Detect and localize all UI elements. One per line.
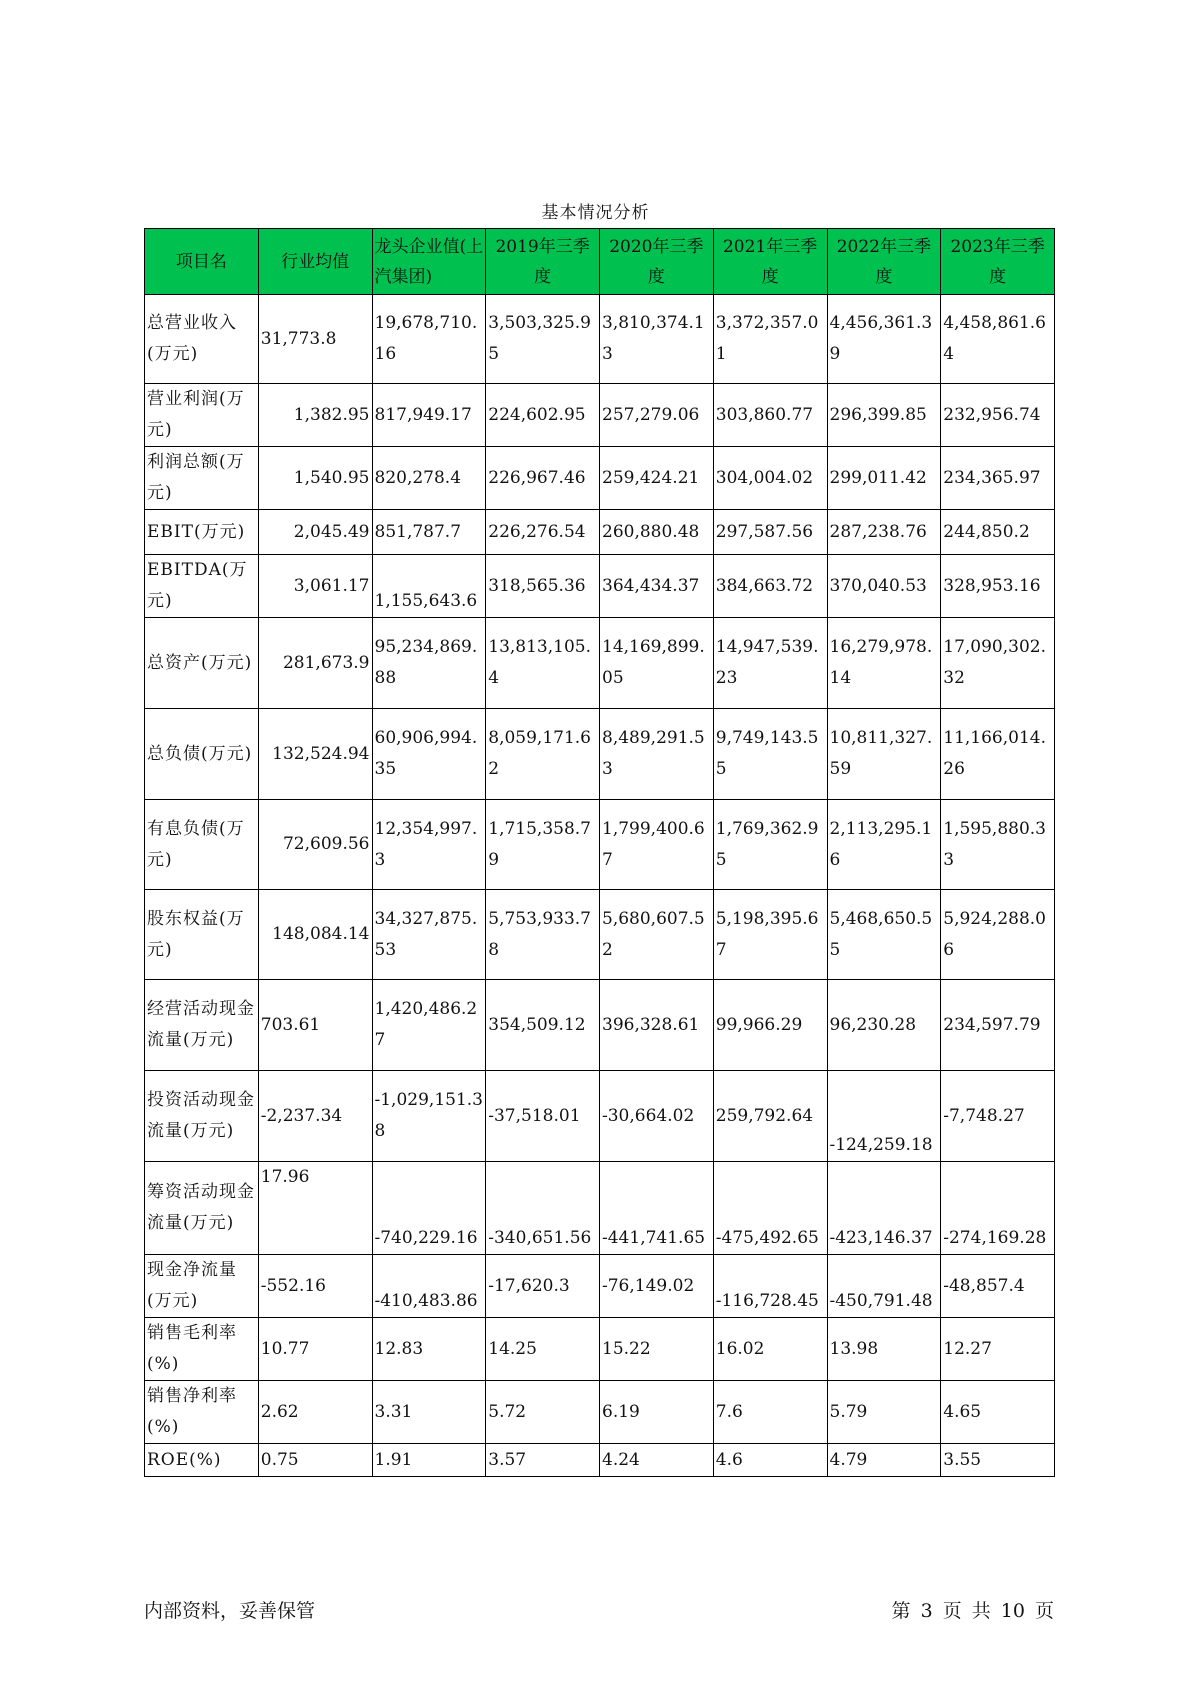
table-cell: 4.24: [600, 1444, 714, 1477]
table-row: [145, 800, 1055, 890]
table-cell: 232,956.74: [941, 384, 1055, 447]
table-cell: 4.6: [713, 1444, 827, 1477]
table-cell: 12.27: [941, 1318, 1055, 1381]
table-cell: 1,769,362.95: [713, 800, 827, 890]
table-row: [145, 510, 1055, 555]
header-industry-average: 行业均值: [258, 229, 372, 295]
header-2019q3: 2019年三季度: [486, 229, 600, 295]
table-cell: 14,169,899.05: [600, 618, 714, 709]
table-row: [145, 890, 1055, 980]
table-cell: -1,029,151.38: [372, 1071, 486, 1162]
table-row: [145, 1318, 1055, 1381]
table-cell: 3,503,325.95: [486, 295, 600, 384]
table-cell: 328,953.16: [941, 555, 1055, 618]
table-row: [145, 1071, 1055, 1162]
table-cell: 260,880.48: [600, 510, 714, 555]
footer-confidential: 内部资料，妥善保管: [144, 1600, 316, 1622]
table-cell: 19,678,710.16: [372, 295, 486, 384]
table-cell: 5,924,288.06: [941, 890, 1055, 980]
row-label: 总资产(万元): [145, 618, 259, 709]
table-cell: 14.25: [486, 1318, 600, 1381]
table-cell: 0.75: [258, 1444, 372, 1477]
table-cell: -441,741.65: [600, 1162, 714, 1255]
table-cell: 12.83: [372, 1318, 486, 1381]
table-cell: -30,664.02: [600, 1071, 714, 1162]
table-row: [145, 1381, 1055, 1444]
table-cell: 3,372,357.01: [713, 295, 827, 384]
row-label: 营业利润(万元): [145, 384, 259, 447]
table-cell: 703.61: [258, 980, 372, 1071]
table-row: [145, 618, 1055, 709]
table-cell: -37,518.01: [486, 1071, 600, 1162]
table-cell: 132,524.94: [258, 709, 372, 800]
table-cell: 303,860.77: [713, 384, 827, 447]
table-cell: 3.31: [372, 1381, 486, 1444]
table-cell: 1.91: [372, 1444, 486, 1477]
table-cell: 1,540.95: [258, 447, 372, 510]
table-cell: -340,651.56: [486, 1162, 600, 1255]
table-cell: 234,365.97: [941, 447, 1055, 510]
table-cell: 5,680,607.52: [600, 890, 714, 980]
row-label: 有息负债(万元): [145, 800, 259, 890]
table-cell: 8,059,171.62: [486, 709, 600, 800]
table-cell: 364,434.37: [600, 555, 714, 618]
table-cell: 2.62: [258, 1381, 372, 1444]
table-cell: 5,753,933.78: [486, 890, 600, 980]
table-cell: 384,663.72: [713, 555, 827, 618]
table-cell: 396,328.61: [600, 980, 714, 1071]
table-cell: 370,040.53: [827, 555, 941, 618]
table-cell: 96,230.28: [827, 980, 941, 1071]
table-cell: 148,084.14: [258, 890, 372, 980]
row-label: 总负债(万元): [145, 709, 259, 800]
table-cell: 1,595,880.33: [941, 800, 1055, 890]
table-cell: 4,456,361.39: [827, 295, 941, 384]
table-cell: -410,483.86: [372, 1255, 486, 1318]
footer-page-number: 第 3 页 共 10 页: [891, 1600, 1054, 1622]
table-cell: 3,061.17: [258, 555, 372, 618]
table-caption: 基本情况分析: [541, 203, 650, 223]
table-cell: 16.02: [713, 1318, 827, 1381]
table-cell: 7.6: [713, 1381, 827, 1444]
table-cell: 4.65: [941, 1381, 1055, 1444]
table-cell: 226,276.54: [486, 510, 600, 555]
table-cell: -274,169.28: [941, 1162, 1055, 1255]
table-cell: 2,045.49: [258, 510, 372, 555]
table-cell: -475,492.65: [713, 1162, 827, 1255]
table-cell: -76,149.02: [600, 1255, 714, 1318]
table-cell: 281,673.9: [258, 618, 372, 709]
table-row: [145, 709, 1055, 800]
table-cell: 1,799,400.67: [600, 800, 714, 890]
table-cell: -116,728.45: [713, 1255, 827, 1318]
table-cell: -2,237.34: [258, 1071, 372, 1162]
row-label: EBITDA(万元): [145, 555, 259, 618]
table-cell: 31,773.8: [258, 295, 372, 384]
header-leader-value: 龙头企业值(上汽集团): [372, 229, 486, 295]
row-label: ROE(%): [145, 1444, 259, 1477]
table-cell: 1,155,643.6: [372, 555, 486, 618]
basic-analysis-table: [144, 228, 1055, 1477]
table-cell: 72,609.56: [258, 800, 372, 890]
table-cell: 318,565.36: [486, 555, 600, 618]
table-cell: 2,113,295.16: [827, 800, 941, 890]
row-label: 投资活动现金流量(万元): [145, 1071, 259, 1162]
table-cell: 14,947,539.23: [713, 618, 827, 709]
row-label: 利润总额(万元): [145, 447, 259, 510]
row-label: 经营活动现金流量(万元): [145, 980, 259, 1071]
table-cell: -124,259.18: [827, 1071, 941, 1162]
header-2022q3: 2022年三季度: [827, 229, 941, 295]
table-cell: 60,906,994.35: [372, 709, 486, 800]
row-label: 销售毛利率(%): [145, 1318, 259, 1381]
table-cell: 234,597.79: [941, 980, 1055, 1071]
row-label: 股东权益(万元): [145, 890, 259, 980]
table-cell: -552.16: [258, 1255, 372, 1318]
table-cell: 224,602.95: [486, 384, 600, 447]
table-cell: 10,811,327.59: [827, 709, 941, 800]
table-row: [145, 980, 1055, 1071]
table-cell: 817,949.17: [372, 384, 486, 447]
row-label: 总营业收入(万元): [145, 295, 259, 384]
table-cell: 244,850.2: [941, 510, 1055, 555]
table-cell: 1,715,358.79: [486, 800, 600, 890]
table-cell: 259,424.21: [600, 447, 714, 510]
table-cell: 287,238.76: [827, 510, 941, 555]
row-label: EBIT(万元): [145, 510, 259, 555]
table-cell: 12,354,997.3: [372, 800, 486, 890]
table-cell: 3.57: [486, 1444, 600, 1477]
table-cell: -17,620.3: [486, 1255, 600, 1318]
table-cell: 13,813,105.4: [486, 618, 600, 709]
table-cell: -740,229.16: [372, 1162, 486, 1255]
table-cell: 13.98: [827, 1318, 941, 1381]
table-cell: 17,090,302.32: [941, 618, 1055, 709]
table-cell: 8,489,291.53: [600, 709, 714, 800]
table-cell: 15.22: [600, 1318, 714, 1381]
table-cell: 3,810,374.13: [600, 295, 714, 384]
table-cell: 5.72: [486, 1381, 600, 1444]
table-cell: 10.77: [258, 1318, 372, 1381]
header-item-name: 项目名: [145, 229, 259, 295]
table-cell: 3.55: [941, 1444, 1055, 1477]
table-cell: 5,198,395.67: [713, 890, 827, 980]
table-cell: 4.79: [827, 1444, 941, 1477]
table-cell: 851,787.7: [372, 510, 486, 555]
table-cell: -7,748.27: [941, 1071, 1055, 1162]
table-cell: 5.79: [827, 1381, 941, 1444]
table-cell: 226,967.46: [486, 447, 600, 510]
table-cell: 1,420,486.27: [372, 980, 486, 1071]
table-cell: 5,468,650.55: [827, 890, 941, 980]
table-cell: 17.96: [258, 1162, 372, 1255]
table-cell: 6.19: [600, 1381, 714, 1444]
table-cell: 304,004.02: [713, 447, 827, 510]
table-row: [145, 384, 1055, 447]
table-cell: 297,587.56: [713, 510, 827, 555]
table-cell: 296,399.85: [827, 384, 941, 447]
table-row: [145, 1444, 1055, 1477]
table-row: [145, 1162, 1055, 1255]
table-cell: 257,279.06: [600, 384, 714, 447]
table-cell: -48,857.4: [941, 1255, 1055, 1318]
header-2021q3: 2021年三季度: [713, 229, 827, 295]
table-cell: -423,146.37: [827, 1162, 941, 1255]
header-2023q3: 2023年三季度: [941, 229, 1055, 295]
row-label: 销售净利率(%): [145, 1381, 259, 1444]
header-2020q3: 2020年三季度: [600, 229, 714, 295]
table-row: [145, 555, 1055, 618]
table-cell: 354,509.12: [486, 980, 600, 1071]
table-row: [145, 447, 1055, 510]
row-label: 筹资活动现金流量(万元): [145, 1162, 259, 1255]
table-cell: 4,458,861.64: [941, 295, 1055, 384]
table-cell: 299,011.42: [827, 447, 941, 510]
table-row: [145, 1255, 1055, 1318]
table-cell: 11,166,014.26: [941, 709, 1055, 800]
table-cell: -450,791.48: [827, 1255, 941, 1318]
table-row: [145, 295, 1055, 384]
table-header-row: [145, 229, 1055, 295]
table-cell: 16,279,978.14: [827, 618, 941, 709]
row-label: 现金净流量(万元): [145, 1255, 259, 1318]
table-cell: 95,234,869.88: [372, 618, 486, 709]
table-cell: 820,278.4: [372, 447, 486, 510]
table-cell: 1,382.95: [258, 384, 372, 447]
table-cell: 9,749,143.55: [713, 709, 827, 800]
table-cell: 99,966.29: [713, 980, 827, 1071]
table-cell: 259,792.64: [713, 1071, 827, 1162]
table-cell: 34,327,875.53: [372, 890, 486, 980]
